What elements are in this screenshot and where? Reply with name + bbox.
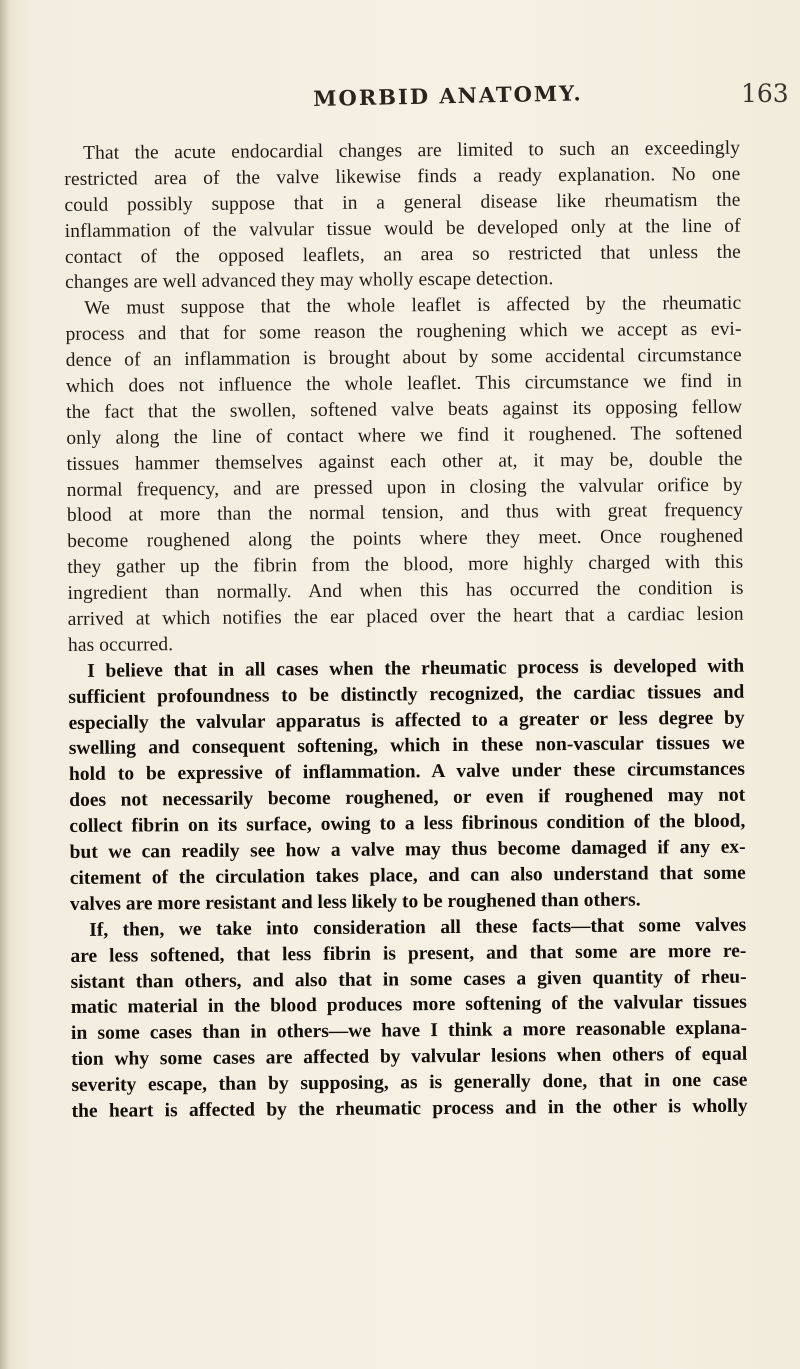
text-line: does not necessarily become roughened, or even if roughened may not [69,784,746,812]
text-line: ingredient than normally. And when this has occurred the condition is [67,577,744,605]
text-line: blood at more than the normal tension, and thus with great frequency [66,500,744,527]
text-line: which does not influence the whole leaflet. This circumstance we find in [65,370,742,398]
text-line: in some cases than in others—we have I think a more reasonable explana- [70,1017,748,1045]
text-line: I believe that in all cases when the rheumatic process is developed with [87,655,745,682]
text-line: process and that for some reason the roughening which we accept as evi- [65,318,742,346]
text-line: citement of the circulation takes place, and can also understand that some [69,862,746,889]
text-line: We must suppose that the whole leaflet is affected by the rheumatic [84,293,742,320]
text-line: they gather up the fibrin from the blood, more highly charged with this [67,551,744,579]
text-line: only along the line of contact where we find it roughened. The softened [66,422,743,449]
text-line: are less softened, that less fibrin is present, and that some are more re- [70,940,747,967]
text-line: swelling and consequent softening, which in these non-vascular tissues we [68,733,745,760]
text-line: the fact that the swollen, softened valve beats against its opposing fellow [66,396,743,423]
running-title: MORBID ANATOMY. [313,80,583,111]
text-line: restricted area of the valve likewise finds a ready explanation. No one [64,163,741,190]
text-line: normal frequency, and are pressed upon in closing the valvular orifice by [66,474,743,501]
paragraph-2 [65,291,744,659]
text-line: sistant than others, and also that in some cases a given quantity of rheu- [70,966,747,993]
page-number: 163 [741,79,789,108]
paragraph-3 [68,653,746,917]
text-line: tion why some cases are affected by valvular lesions when others of equal [71,1043,748,1071]
text-line: matic material in the blood produces more softening of the valvular tissues [70,992,747,1019]
text-line: the heart is affected by the rheumatic process and in the other is wholly [71,1095,748,1122]
text-line: inflammation of the valvular tissue would be developed only at the line of [64,215,741,242]
paragraph-1 [64,136,741,297]
text-line: has occurred. [67,634,174,656]
body-text [64,136,748,1125]
text-line: dence of an inflammation is brought about by some accidental circumstance [65,344,742,372]
text-line: valves are more resistant and less likely to be roughened than others. [69,889,641,915]
text-line: If, then, we take into consideration all these facts—that some valves [89,914,747,941]
text-line: collect fibrin on its surface, owing to a less fibrinous condition of the blood, [69,810,746,838]
text-line: sufficient profoundness to be distinctly recognized, the cardiac tissues and [68,681,745,708]
text-line: contact of the opposed leaflets, an area so restricted that unless the [64,241,741,268]
text-line: but we can readily see how a valve may thus become damaged if any ex- [69,836,746,864]
text-line: hold to be expressive of inflammation. A valve under these circumstances [68,759,746,786]
text-line: severity escape, than by supposing, as is generally done, that in one case [71,1069,748,1097]
paragraph-4 [70,912,748,1124]
text-line: especially the valvular apparatus is affected to a greater or less degree by [68,707,745,734]
text-line: That the acute endocardial changes are limited to such an exceedingly [83,137,741,164]
text-line: become roughened along the points where they meet. Once roughened [67,526,744,553]
text-line: could possibly suppose that in a general disease like rheumatism the [64,189,741,216]
page-gutter-shadow [0,0,10,1369]
text-line: arrived at which notifies the ear placed over the heart that a cardiac lesion [67,603,744,631]
text-line: tissues hammer themselves against each other at, it may be, double the [66,448,743,475]
text-line: changes are well advanced they may wholly escape detection. [65,268,554,294]
